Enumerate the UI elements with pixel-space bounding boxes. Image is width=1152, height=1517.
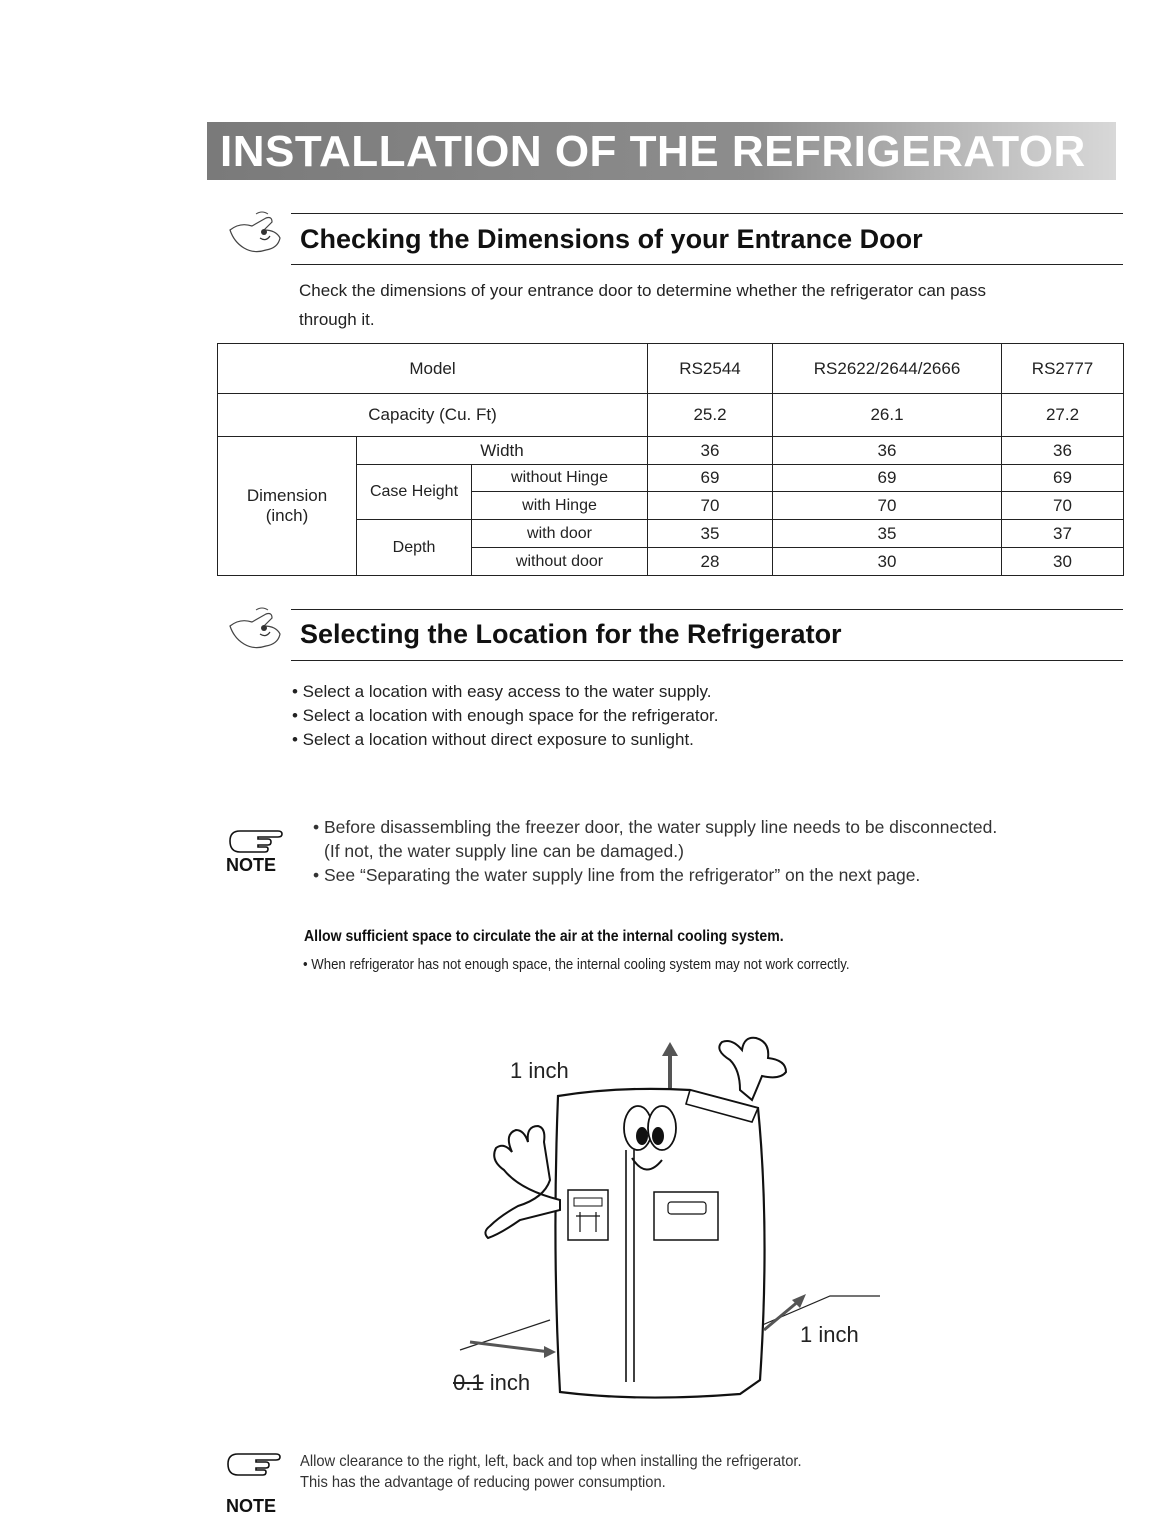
value-cell: 30 bbox=[773, 548, 1002, 576]
pointing-hand-icon bbox=[226, 604, 288, 654]
list-item: • Select a location with easy access to the water supply. bbox=[292, 682, 712, 701]
side-clearance-value: 0.1 bbox=[453, 1370, 484, 1395]
dimensions-table bbox=[217, 343, 1124, 576]
airflow-bullet: • When refrigerator has not enough space, the internal cooling system may not work correctly. bbox=[303, 956, 850, 973]
refrigerator-illustration bbox=[440, 1030, 880, 1410]
note-label: NOTE bbox=[226, 855, 277, 875]
dimension-unit: (inch) bbox=[265, 506, 309, 525]
back-clearance-label: 1 inch bbox=[800, 1322, 859, 1347]
side-clearance-unit: inch bbox=[483, 1370, 531, 1395]
section-top-rule bbox=[291, 213, 1123, 214]
value-cell: 70 bbox=[773, 492, 1002, 520]
value-cell: 69 bbox=[1002, 465, 1124, 492]
note-pointing-finger-icon bbox=[228, 825, 286, 855]
section-bottom-rule bbox=[291, 660, 1123, 661]
capacity-cell: 25.2 bbox=[648, 394, 773, 437]
capacity-cell: 26.1 bbox=[773, 394, 1002, 437]
note-pointing-finger-icon bbox=[226, 1448, 284, 1478]
value-cell: 36 bbox=[1002, 437, 1124, 465]
table-row bbox=[218, 344, 1124, 394]
model-label: Model bbox=[218, 344, 648, 394]
value-cell: 36 bbox=[773, 437, 1002, 465]
intro-text-line1: Check the dimensions of your entrance door to determine whether the refrigerator can pass bbox=[299, 281, 986, 300]
intro-text-line2: through it. bbox=[299, 310, 375, 329]
row-label: with Hinge bbox=[472, 492, 648, 520]
section-heading-location: Selecting the Location for the Refrigerator bbox=[300, 619, 842, 649]
table-row bbox=[218, 437, 1124, 465]
list-item: • Select a location without direct exposure to sunlight. bbox=[292, 730, 694, 749]
section-bottom-rule bbox=[291, 264, 1123, 265]
row-label: with door bbox=[472, 520, 648, 548]
value-cell: 36 bbox=[648, 437, 773, 465]
note-line: • See “Separating the water supply line from the refrigerator” on the next page. bbox=[313, 865, 921, 885]
value-cell: 69 bbox=[773, 465, 1002, 492]
model-cell: RS2777 bbox=[1002, 344, 1124, 394]
row-label: without door bbox=[472, 548, 648, 576]
width-label: Width bbox=[357, 437, 648, 465]
model-cell: RS2622/2644/2666 bbox=[773, 344, 1002, 394]
note-line: (If not, the water supply line can be damaged.) bbox=[324, 841, 684, 861]
value-cell: 70 bbox=[1002, 492, 1124, 520]
airflow-heading: Allow sufficient space to circulate the air at the internal cooling system. bbox=[304, 928, 784, 945]
value-cell: 28 bbox=[648, 548, 773, 576]
pointing-hand-icon bbox=[226, 208, 288, 258]
note-label: NOTE bbox=[226, 1496, 277, 1516]
row-label: without Hinge bbox=[472, 465, 648, 492]
value-cell: 35 bbox=[648, 520, 773, 548]
model-cell: RS2544 bbox=[648, 344, 773, 394]
capacity-cell: 27.2 bbox=[1002, 394, 1124, 437]
dimension-label: Dimension bbox=[246, 486, 328, 505]
depth-label: Depth bbox=[357, 520, 472, 576]
case-height-label: Case Height bbox=[357, 465, 472, 520]
table-row bbox=[218, 394, 1124, 437]
page-title: INSTALLATION OF THE REFRIGERATOR bbox=[220, 127, 1086, 176]
list-item: • Select a location with enough space for the refrigerator. bbox=[292, 706, 719, 725]
value-cell: 35 bbox=[773, 520, 1002, 548]
note-line: This has the advantage of reducing power consumption. bbox=[300, 1474, 666, 1491]
value-cell: 30 bbox=[1002, 548, 1124, 576]
value-cell: 70 bbox=[648, 492, 773, 520]
note-line: • Before disassembling the freezer door, the water supply line needs to be disconnected. bbox=[313, 817, 998, 837]
section-heading-dimensions: Checking the Dimensions of your Entrance Door bbox=[300, 224, 923, 254]
value-cell: 37 bbox=[1002, 520, 1124, 548]
note-line: Allow clearance to the right, left, back and top when installing the refrigerator. bbox=[300, 1453, 802, 1470]
top-clearance-label: 1 inch bbox=[510, 1058, 569, 1083]
side-clearance-label bbox=[453, 1370, 530, 1396]
value-cell: 69 bbox=[648, 465, 773, 492]
dimension-label-cell bbox=[218, 437, 357, 576]
section-top-rule bbox=[291, 609, 1123, 610]
capacity-label: Capacity (Cu. Ft) bbox=[218, 394, 648, 437]
